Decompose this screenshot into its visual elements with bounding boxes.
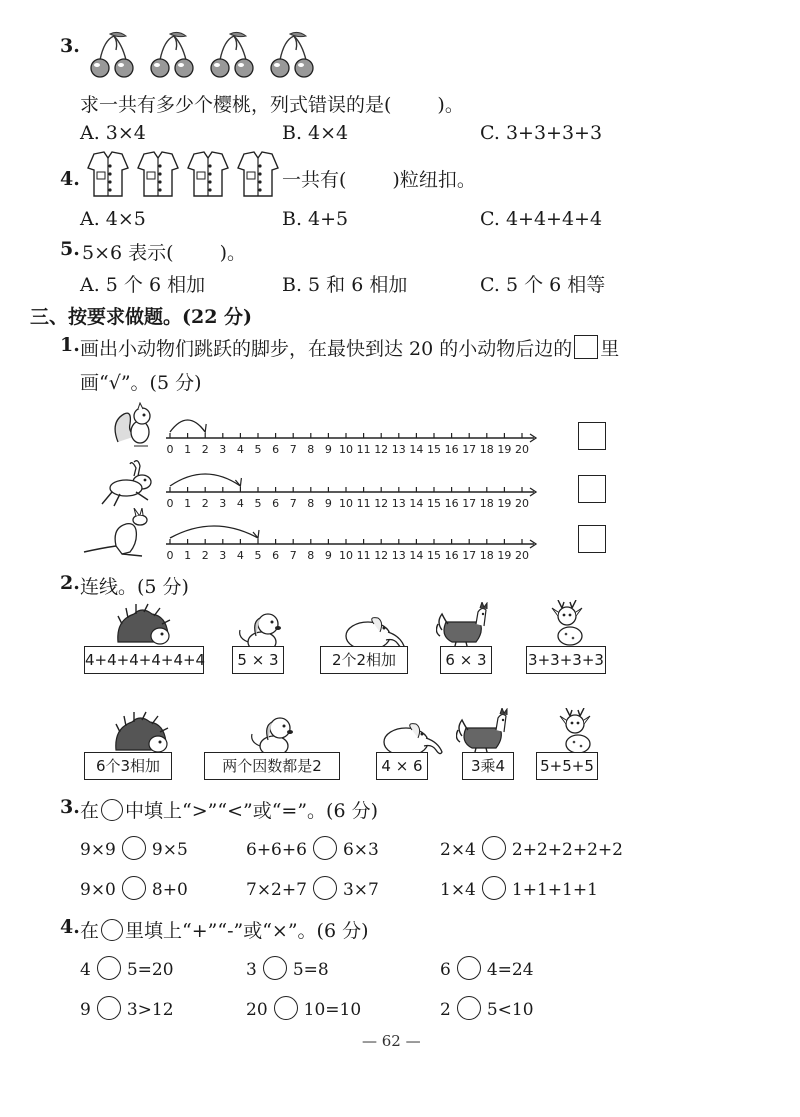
number-lines — [100, 398, 580, 563]
question-number: 5. — [60, 238, 80, 260]
expression — [80, 836, 188, 860]
answer-circle[interactable] — [313, 876, 337, 900]
tick-label: 7 — [289, 443, 297, 456]
tick-label: 11 — [356, 549, 371, 562]
tick-label: 8 — [307, 549, 315, 562]
expression-left: 7×2+7 — [246, 880, 307, 900]
tick-label: 1 — [184, 497, 192, 510]
tick-label: 9 — [324, 549, 332, 562]
tick-label: 14 — [409, 497, 424, 510]
tick-label: 19 — [497, 549, 512, 562]
question-text: 画“√”。(5 分) — [80, 372, 202, 394]
tick-label: 2 — [201, 549, 209, 562]
cherry-icon — [211, 32, 253, 77]
option-c[interactable]: C. 3+3+3+3 — [480, 122, 603, 144]
answer-box[interactable] — [578, 525, 606, 553]
answer-circle[interactable] — [313, 836, 337, 860]
match-bottom-5[interactable]: 5+5+5 — [536, 752, 598, 780]
tick-label: 14 — [409, 443, 424, 456]
tick-label: 18 — [479, 443, 494, 456]
expression — [246, 996, 361, 1020]
question-text: 连线。(5 分) — [80, 576, 189, 598]
question-number: 3. — [60, 796, 80, 818]
expression-right: 2+2+2+2+2 — [511, 840, 623, 860]
expression-left: 1×4 — [440, 880, 476, 900]
section-heading: 三、按要求做题。(22 分) — [30, 306, 253, 328]
match-top-4[interactable]: 6 × 3 — [440, 646, 492, 674]
expression-left: 4 — [80, 960, 91, 980]
expression-right: 5=8 — [292, 960, 329, 980]
tick-label: 17 — [462, 549, 477, 562]
tick-label: 3 — [219, 549, 227, 562]
cherry-icon — [91, 32, 133, 77]
tick-label: 0 — [166, 443, 174, 456]
page-number: — 62 — — [362, 1032, 421, 1050]
option-b[interactable]: B. 4×4 — [282, 122, 349, 144]
expression-right: 10=10 — [303, 1000, 362, 1020]
tick-label: 16 — [444, 497, 459, 510]
rooster-icon — [436, 602, 492, 650]
expression — [246, 836, 379, 860]
answer-circle[interactable] — [263, 956, 287, 980]
tick-label: 4 — [236, 443, 244, 456]
tick-label: 0 — [166, 497, 174, 510]
expression — [440, 956, 534, 980]
expression-left: 2×4 — [440, 840, 476, 860]
circle-symbol — [101, 799, 123, 821]
expression — [80, 996, 174, 1020]
expression — [440, 876, 598, 900]
answer-circle[interactable] — [97, 956, 121, 980]
tick-label: 6 — [272, 549, 280, 562]
deer-icon — [548, 708, 598, 756]
tick-label: 8 — [307, 497, 315, 510]
tick-label: 2 — [201, 443, 209, 456]
tick-label: 6 — [272, 443, 280, 456]
question-number: 1. — [60, 334, 80, 356]
tick-label: 20 — [515, 443, 529, 456]
expression-left: 9 — [80, 1000, 91, 1020]
tick-label: 7 — [289, 549, 297, 562]
expression-left: 9×9 — [80, 840, 116, 860]
shirt-icon — [238, 152, 278, 196]
expression-right: 4=24 — [486, 960, 534, 980]
question-text: 画出小动物们跳跃的脚步，在最快到达 20 的小动物后边的 里 — [80, 334, 619, 361]
expression-left: 2 — [440, 1000, 451, 1020]
tick-label: 20 — [515, 497, 529, 510]
tick-label: 3 — [219, 497, 227, 510]
answer-circle[interactable] — [122, 876, 146, 900]
tick-label: 5 — [254, 549, 262, 562]
tick-label: 10 — [339, 549, 353, 562]
shirt-icon — [138, 152, 178, 196]
expression-right: 5=20 — [126, 960, 174, 980]
expression — [440, 836, 623, 860]
expression-right: 3×7 — [342, 880, 379, 900]
option-c[interactable]: C. 5 个 6 相等 — [480, 274, 606, 296]
tick-label: 11 — [356, 497, 371, 510]
expression-right: 9×5 — [151, 840, 188, 860]
jump-arrow-head — [200, 424, 206, 432]
answer-circle[interactable] — [482, 876, 506, 900]
tick-label: 6 — [272, 497, 280, 510]
tick-label: 1 — [184, 443, 192, 456]
cherry-icon — [271, 32, 313, 77]
rabbit-icon — [100, 458, 162, 508]
answer-circle[interactable] — [457, 996, 481, 1020]
answer-circle[interactable] — [482, 836, 506, 860]
answer-box[interactable] — [578, 475, 606, 503]
tick-label: 19 — [497, 443, 512, 456]
tick-label: 17 — [462, 443, 477, 456]
tick-label: 7 — [289, 497, 297, 510]
tick-label: 8 — [307, 443, 315, 456]
tick-label: 5 — [254, 497, 262, 510]
tick-label: 11 — [356, 443, 371, 456]
tick-label: 17 — [462, 497, 477, 510]
expression-left: 3 — [246, 960, 257, 980]
deer-icon — [540, 600, 590, 648]
shirt-icon — [188, 152, 228, 196]
tick-label: 18 — [479, 497, 494, 510]
shirt-group — [82, 150, 282, 200]
question-number: 3. — [60, 35, 80, 57]
tick-label: 18 — [479, 549, 494, 562]
question-text: 5×6 表示( )。 — [82, 242, 246, 264]
expression — [440, 996, 534, 1020]
option-a[interactable]: A. 3×4 — [80, 122, 146, 144]
tick-label: 5 — [254, 443, 262, 456]
answer-circle[interactable] — [457, 956, 481, 980]
question-text: 在 中填上“>”“<”或“=”。(6 分) — [80, 800, 379, 822]
hedgehog-icon — [110, 710, 174, 758]
match-top-3[interactable]: 2个2相加 — [320, 646, 408, 674]
squirrel-icon — [110, 402, 158, 450]
tick-label: 13 — [391, 443, 406, 456]
tick-label: 19 — [497, 497, 512, 510]
question-number: 4. — [60, 916, 80, 938]
circle-symbol — [101, 919, 123, 941]
tick-label: 3 — [219, 443, 227, 456]
match-top-5[interactable]: 3+3+3+3 — [526, 646, 606, 674]
option-b[interactable]: B. 4+5 — [282, 208, 349, 230]
tick-label: 16 — [444, 549, 459, 562]
expression-right: 6×3 — [342, 840, 379, 860]
tick-label: 12 — [374, 549, 389, 562]
option-b[interactable]: B. 5 和 6 相加 — [282, 274, 408, 296]
tick-label: 12 — [374, 443, 389, 456]
answer-circle[interactable] — [122, 836, 146, 860]
cherry-group — [86, 30, 316, 80]
tick-label: 4 — [236, 497, 244, 510]
answer-box-example — [574, 335, 598, 359]
tick-label: 10 — [339, 443, 353, 456]
jump-arc — [170, 526, 258, 538]
rooster-icon — [456, 708, 512, 756]
tick-label: 13 — [391, 549, 406, 562]
answer-circle[interactable] — [274, 996, 298, 1020]
question-number: 4. — [60, 168, 80, 190]
shirt-icon — [88, 152, 128, 196]
match-bottom-1[interactable]: 6个3相加 — [84, 752, 172, 780]
tick-label: 16 — [444, 443, 459, 456]
tick-label: 13 — [391, 497, 406, 510]
tick-label: 14 — [409, 549, 424, 562]
tick-label: 15 — [427, 443, 441, 456]
question-text: 一共有( )粒纽扣。 — [282, 169, 476, 191]
expression-right: 8+0 — [151, 880, 188, 900]
answer-box[interactable] — [578, 422, 606, 450]
match-top-2[interactable]: 5 × 3 — [232, 646, 284, 674]
expression — [246, 876, 379, 900]
expression-left: 6 — [440, 960, 451, 980]
question-number: 2. — [60, 572, 80, 594]
option-c[interactable]: C. 4+4+4+4 — [480, 208, 603, 230]
jump-arc — [170, 474, 240, 486]
expression-left: 20 — [246, 1000, 268, 1020]
answer-circle[interactable] — [97, 996, 121, 1020]
expression — [80, 956, 174, 980]
match-bottom-2[interactable]: 两个因数都是2 — [204, 752, 340, 780]
expression-left: 6+6+6 — [246, 840, 307, 860]
jump-arc — [170, 420, 205, 432]
tick-label: 9 — [324, 497, 332, 510]
tick-label: 1 — [184, 549, 192, 562]
question-text: 在 里填上“+”“-”或“×”。(6 分) — [80, 920, 369, 942]
kangaroo-icon — [82, 508, 162, 560]
expression-left: 9×0 — [80, 880, 116, 900]
match-bottom-4[interactable]: 3乘4 — [462, 752, 514, 780]
match-top-1[interactable]: 4+4+4+4+4+4 — [84, 646, 204, 674]
hedgehog-icon — [112, 602, 176, 650]
option-a[interactable]: A. 5 个 6 相加 — [80, 274, 206, 296]
tick-label: 4 — [236, 549, 244, 562]
expression-right: 5<10 — [486, 1000, 534, 1020]
tick-label: 0 — [166, 549, 174, 562]
expression-right: 1+1+1+1 — [511, 880, 598, 900]
expression — [80, 876, 188, 900]
match-bottom-3[interactable]: 4 × 6 — [376, 752, 428, 780]
tick-label: 15 — [427, 549, 441, 562]
tick-label: 15 — [427, 497, 441, 510]
tick-label: 20 — [515, 549, 529, 562]
tick-label: 2 — [201, 497, 209, 510]
expression — [246, 956, 329, 980]
cherry-icon — [151, 32, 193, 77]
tick-label: 12 — [374, 497, 389, 510]
expression-right: 3>12 — [126, 1000, 174, 1020]
question-text: 求一共有多少个樱桃，列式错误的是( )。 — [80, 94, 464, 116]
option-a[interactable]: A. 4×5 — [80, 208, 146, 230]
tick-label: 9 — [324, 443, 332, 456]
tick-label: 10 — [339, 497, 353, 510]
